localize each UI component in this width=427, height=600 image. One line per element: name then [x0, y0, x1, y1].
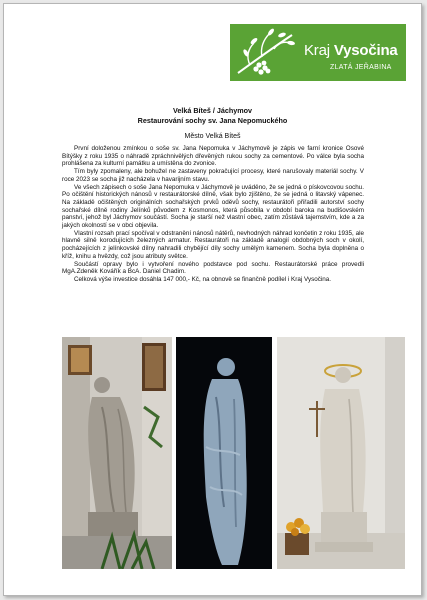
- photo-statue-before: [62, 337, 172, 569]
- photo-statue-workshop: [176, 337, 272, 569]
- document-title-line-1: Velká Bíteš / Jáchymov: [172, 106, 253, 115]
- kraj-vysocina-logo: [230, 24, 406, 81]
- paragraph: Celková výše investice dosáhla 147 000,- Kč, na obnově se finančně podílel i Kraj Vysočina.: [74, 275, 332, 283]
- logo-tagline: ZLATÁ JEŘABINA: [330, 64, 392, 71]
- rowan-branch-icon: [234, 27, 298, 79]
- document-title-line-2: Restaurování sochy sv. Jana Nepomuckého: [137, 116, 288, 125]
- paragraph: Tím byly zpomaleny, ale bohužel ne zastaveny pokračující procesy, které narušovaly materiál sochy. V roce 2023 se socha již nacházela v havarijním stavu.: [62, 168, 364, 183]
- logo-name: Kraj Vysočina: [304, 42, 398, 59]
- paragraph: První doloženou zmínkou o soše sv. Jana Nepomuka v Jáchymově je zápis ve farní kronice Osové Bítýšky z roku 1935 o náhradě zpráchnivělých dřevěných rukou sochy za cementové. Po válce byla socha prohlášena za kulturní památku a umístěna do zvonice.: [62, 145, 364, 168]
- paragraph: Vlastní rozsah prací spočíval v odstranění nánosů nátěrů, nevhodných náhrad končetin z roku 1935, ale hlavně silně korodujících železných armatur. Restaurátoři na základě analogií obdobných soch v okolí, pocházejících z jelínkovské dílny nahradili chybějící díly sochy umělým kamenem. Socha byla doplněna o kříž, knihu a hvězdy, což jsou atributy světce.: [62, 229, 364, 260]
- document-subtitle: Město Velká Bíteš: [184, 133, 241, 140]
- document-page: [3, 3, 422, 596]
- paragraph: Součástí opravy bylo i vytvoření nového podstavce pod sochu. Restaurátorské práce provedli MgA.Zdeněk Kovářík a BcA. Daniel Chadim.: [62, 260, 364, 276]
- paragraph: Ve všech zápisech o soše Jana Nepomuka v Jáchymově je uváděno, že se jedná o pískovcovou sochu. Po očištění historických nánosů v restaurátorské dílně, však bylo zjištěno, že se jedná o litavský vápenec. Na základě očištěných originálních sochařských prvků oděvů sochy, restaurátoři přiřadili autorství sochy sochařské dílně rodiny Jelínků původem z Kosmonos, která působila v období baroka na budišovském panství, jehož byl Jáchymov součástí. Socha je starší než vlastní obec, zatím zůstává tajemstvím, kde a za jakých okolností se v obci objevila.: [62, 183, 364, 230]
- document-body: [62, 145, 364, 284]
- photo-statue-restored: [277, 337, 405, 569]
